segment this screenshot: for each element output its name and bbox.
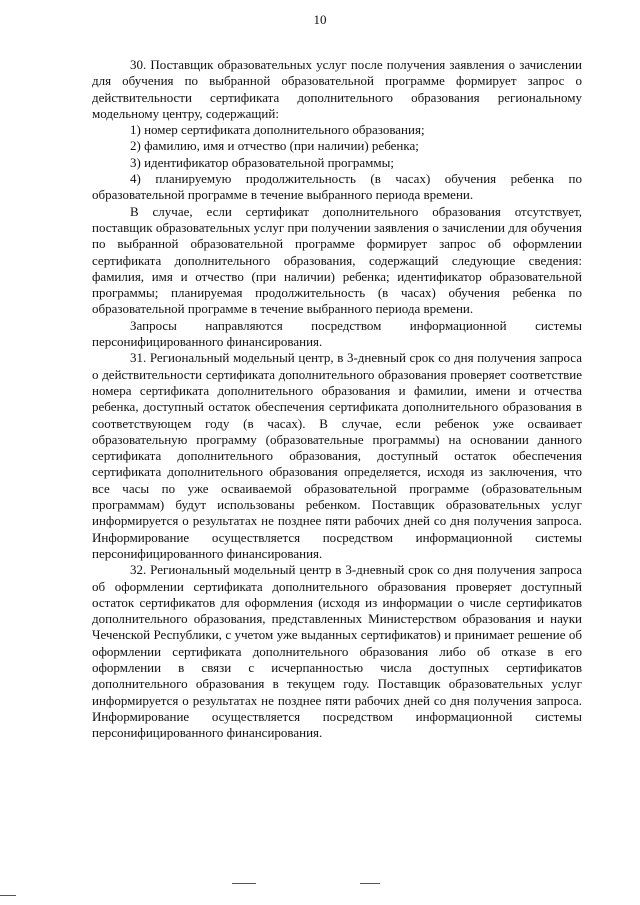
document-body bbox=[92, 57, 582, 741]
paragraph-requests-channel: Запросы направляются посредством информационной системы персонифицированного финансирования. bbox=[92, 317, 582, 350]
paragraph-no-certificate: В случае, если сертификат дополнительного образования отсутствует, поставщик образовательных услуг при получении заявления о зачислении для обучения по выбранной образовательной программе формирует запрос об оформлении сертификата дополнительного образования, содержащий следующие сведения: фамилия, имя и отчество (при наличии) ребенка; идентификатор образовательной программы; планируемая продолжительность (в часах) обучения ребенка по образовательной программе в течение выбранного периода времени. bbox=[92, 203, 582, 317]
list-item-certificate-number: 1) номер сертификата дополнительного образования; bbox=[130, 122, 425, 138]
list-item-program-id: 3) идентификатор образовательной программы; bbox=[130, 154, 394, 170]
paragraph-31: 31. Региональный модельный центр, в 3-дневный срок со дня получения запроса о действительности сертификата дополнительного образования проверяет соответствие номера сертификата дополнительного образования и фамилии, имени и отчества ребенка, доступный остаток обеспечения сертификата дополнительного образования в соответствующем году (в часах). В случае, если ребенок уже осваивает образовательную программу (образовательные программы) на основании данного сертификата дополнительного образования, доступный остаток обеспечения сертификата дополнительного образования определяется, исходя из заключения, что все часы по уже осваиваемой образовательной программе (образовательным программам) будут использованы ребенком. Поставщик образовательных услуг информируется о результатах не позднее пяти рабочих дней со дня получения запроса. Информирование осуществляется посредством информационной системы персонифицированного финансирования. bbox=[92, 350, 582, 561]
scan-artifact-line bbox=[0, 895, 16, 896]
scan-artifact-line bbox=[360, 883, 380, 884]
list-item-planned-duration: 4) планируемую продолжительность (в часах) обучения ребенка по образовательной программе в течение выбранного периода времени. bbox=[92, 171, 582, 203]
paragraph-30: 30. Поставщик образовательных услуг после получения заявления о зачислении для обучения по выбранной образовательной программе формирует запрос о действительности сертификата дополнительного образования региональному модельному центру, содержащий: bbox=[92, 57, 582, 121]
page-number: 10 bbox=[313, 12, 327, 27]
list-item-child-name: 2) фамилию, имя и отчество (при наличии) ребенка; bbox=[130, 138, 419, 154]
scan-artifact-line bbox=[232, 883, 256, 884]
paragraph-32: 32. Региональный модельный центр в 3-дневный срок со дня получения запроса об оформлении сертификата дополнительного образования проверяет доступный остаток сертификатов для оформления (исходя из информации о числе сертификатов дополнительного образования, представленных Министерством образования и науки Чеченской Республики, с учетом уже выданных сертификатов) и принимает решение об оформлении сертификата дополнительного образования либо об отказе в его оформлении в связи с исчерпанностью числа доступных сертификатов дополнительного образования в текущем году. Поставщик образовательных услуг информируется о результатах не позднее пяти рабочих дней со дня получения запроса. Информирование осуществляется посредством информационной системы персонифицированного финансирования. bbox=[92, 562, 582, 741]
